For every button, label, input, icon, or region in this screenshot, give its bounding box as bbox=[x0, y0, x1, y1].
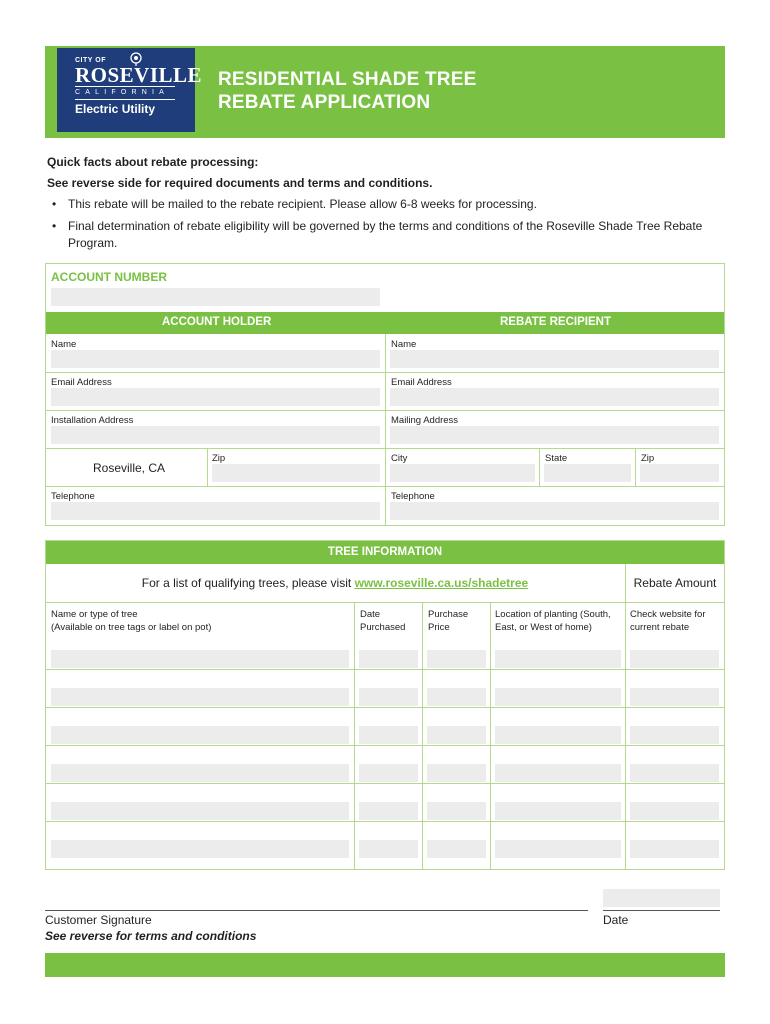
title-line-2: REBATE APPLICATION bbox=[218, 92, 431, 113]
tree-name-field[interactable] bbox=[51, 764, 349, 782]
holder-email-label: Email Address bbox=[51, 377, 112, 388]
date-purchased-field[interactable] bbox=[359, 840, 418, 858]
rebate-amount-label: Rebate Amount bbox=[633, 576, 717, 590]
col-tree-name-l1: Name or type of tree bbox=[51, 609, 138, 620]
account-number-field[interactable] bbox=[51, 288, 380, 306]
date-purchased-field[interactable] bbox=[359, 688, 418, 706]
facts-bullet-text: Final determination of rebate eligibility will be governed by the terms and conditions of the Roseville Shade Tree Rebate Program. bbox=[68, 219, 703, 250]
tree-information-section bbox=[45, 540, 725, 870]
visit-text: For a list of qualifying trees, please visit bbox=[141, 576, 355, 590]
purchase-price-field[interactable] bbox=[427, 726, 486, 744]
tree-row-divider bbox=[46, 602, 724, 603]
rebate-col-divider bbox=[625, 564, 626, 869]
col-check-website bbox=[630, 609, 706, 634]
location-field[interactable] bbox=[495, 650, 621, 668]
row-divider bbox=[46, 486, 724, 487]
holder-city-value: Roseville, CA bbox=[93, 461, 166, 475]
purchase-price-field[interactable] bbox=[427, 802, 486, 820]
rose-icon bbox=[129, 52, 143, 66]
holder-address-field[interactable] bbox=[51, 426, 380, 444]
location-field[interactable] bbox=[495, 802, 621, 820]
tree-col-divider bbox=[422, 602, 423, 869]
recipient-name-field[interactable] bbox=[390, 350, 719, 368]
tree-name-field[interactable] bbox=[51, 840, 349, 858]
holder-zip-field[interactable] bbox=[212, 464, 380, 482]
purchase-price-field[interactable] bbox=[427, 688, 486, 706]
logo-city-of: CITY OF bbox=[75, 57, 106, 64]
footer-bar bbox=[45, 953, 725, 977]
logo-electric-utility: Electric Utility bbox=[75, 102, 156, 116]
roseville-logo bbox=[57, 48, 203, 132]
recipient-zip-label: Zip bbox=[641, 453, 655, 464]
recipient-phone-field[interactable] bbox=[390, 502, 719, 520]
col-date-l1: Date bbox=[360, 609, 381, 620]
recipient-state-field[interactable] bbox=[544, 464, 631, 482]
rebate-recipient-header: REBATE RECIPIENT bbox=[500, 316, 611, 328]
recipient-phone-label: Telephone bbox=[391, 491, 435, 502]
recipient-city-field[interactable] bbox=[390, 464, 535, 482]
shadetree-link[interactable]: www.roseville.ca.us/shadetree bbox=[354, 576, 529, 590]
reverse-note: See reverse for terms and conditions bbox=[45, 929, 257, 943]
col-location bbox=[495, 609, 611, 634]
col-purchase-price bbox=[428, 609, 468, 634]
holder-address-label: Installation Address bbox=[51, 415, 134, 426]
zip-divider bbox=[207, 448, 208, 486]
account-number-label: ACCOUNT NUMBER bbox=[51, 270, 167, 284]
tree-col-divider bbox=[354, 602, 355, 869]
qualifying-trees-note bbox=[46, 576, 624, 590]
col-date-l2: Purchased bbox=[360, 621, 406, 633]
holder-phone-field[interactable] bbox=[51, 502, 380, 520]
header-banner bbox=[45, 46, 725, 138]
tree-name-field[interactable] bbox=[51, 802, 349, 820]
holder-phone-label: Telephone bbox=[51, 491, 95, 502]
facts-list bbox=[47, 196, 727, 252]
col-tree-name-l2: (Available on tree tags or label on pot) bbox=[51, 621, 212, 633]
date-purchased-field[interactable] bbox=[359, 802, 418, 820]
holder-email-field[interactable] bbox=[51, 388, 380, 406]
date-purchased-field[interactable] bbox=[359, 650, 418, 668]
col-price-l2: Price bbox=[428, 621, 450, 633]
col-tree-name bbox=[51, 609, 211, 634]
rebate-field[interactable] bbox=[630, 802, 719, 820]
holder-name-label: Name bbox=[51, 339, 77, 350]
recipient-address-label: Mailing Address bbox=[391, 415, 459, 426]
title-line-1: RESIDENTIAL SHADE TREE bbox=[218, 69, 477, 90]
location-field[interactable] bbox=[495, 726, 621, 744]
recipient-email-field[interactable] bbox=[390, 388, 719, 406]
recipient-zip-field[interactable] bbox=[640, 464, 719, 482]
date-field[interactable] bbox=[603, 889, 720, 907]
quick-facts bbox=[47, 154, 727, 257]
date-label: Date bbox=[603, 913, 629, 927]
col-date-purchased bbox=[360, 609, 405, 634]
rebate-field[interactable] bbox=[630, 688, 719, 706]
col-loc-l2: East, or West of home) bbox=[495, 621, 592, 633]
recipient-address-field[interactable] bbox=[390, 426, 719, 444]
recipient-email-label: Email Address bbox=[391, 377, 452, 388]
bullet-icon: • bbox=[52, 197, 57, 211]
tree-row-divider bbox=[46, 821, 724, 822]
customer-signature-label: Customer Signature bbox=[45, 913, 152, 927]
rebate-field[interactable] bbox=[630, 840, 719, 858]
col-loc-l1: Location of planting (South, bbox=[495, 609, 611, 620]
purchase-price-field[interactable] bbox=[427, 764, 486, 782]
signature-line[interactable] bbox=[45, 910, 588, 911]
signature-section bbox=[45, 886, 725, 946]
row-divider bbox=[46, 372, 724, 373]
facts-bullet bbox=[47, 196, 727, 213]
account-holder-header: ACCOUNT HOLDER bbox=[162, 316, 272, 328]
rebate-field[interactable] bbox=[630, 764, 719, 782]
purchase-price-field[interactable] bbox=[427, 840, 486, 858]
center-divider bbox=[385, 334, 386, 525]
rebate-field[interactable] bbox=[630, 726, 719, 744]
tree-row-divider bbox=[46, 783, 724, 784]
row-divider bbox=[46, 448, 724, 449]
location-field[interactable] bbox=[495, 840, 621, 858]
date-purchased-field[interactable] bbox=[359, 726, 418, 744]
tree-col-divider bbox=[490, 602, 491, 869]
zip-divider bbox=[635, 448, 636, 486]
logo-roseville: ROSEVILLE bbox=[75, 63, 203, 87]
logo-divider bbox=[75, 99, 175, 100]
page-title bbox=[218, 68, 476, 114]
recipient-name-label: Name bbox=[391, 339, 417, 350]
facts-bullet-text: This rebate will be mailed to the rebate recipient. Please allow 6-8 weeks for processing. bbox=[68, 197, 537, 211]
col-check-l1: Check website for bbox=[630, 609, 706, 620]
account-section bbox=[45, 263, 725, 526]
state-divider bbox=[539, 448, 540, 486]
col-check-l2: current rebate bbox=[630, 621, 690, 633]
row-divider bbox=[46, 410, 724, 411]
holder-name-field[interactable] bbox=[51, 350, 380, 368]
facts-heading: Quick facts about rebate processing: bbox=[47, 155, 259, 169]
purchase-price-field[interactable] bbox=[427, 650, 486, 668]
tree-name-field[interactable] bbox=[51, 726, 349, 744]
bullet-icon: • bbox=[52, 219, 57, 233]
location-field[interactable] bbox=[495, 764, 621, 782]
tree-name-field[interactable] bbox=[51, 650, 349, 668]
tree-row-divider bbox=[46, 707, 724, 708]
date-purchased-field[interactable] bbox=[359, 764, 418, 782]
account-header-bar bbox=[46, 312, 724, 334]
facts-bullet bbox=[47, 218, 727, 252]
location-field[interactable] bbox=[495, 688, 621, 706]
col-price-l1: Purchase bbox=[428, 609, 469, 620]
tree-row-divider bbox=[46, 745, 724, 746]
facts-subheading: See reverse side for required documents and terms and conditions. bbox=[47, 176, 433, 190]
recipient-city-label: City bbox=[391, 453, 408, 464]
tree-row-divider bbox=[46, 669, 724, 670]
date-line bbox=[603, 910, 720, 911]
recipient-state-label: State bbox=[545, 453, 568, 464]
logo-california: CALIFORNIA bbox=[75, 86, 175, 97]
holder-zip-label: Zip bbox=[212, 453, 226, 464]
rebate-field[interactable] bbox=[630, 650, 719, 668]
tree-info-header: TREE INFORMATION bbox=[46, 541, 724, 564]
tree-name-field[interactable] bbox=[51, 688, 349, 706]
